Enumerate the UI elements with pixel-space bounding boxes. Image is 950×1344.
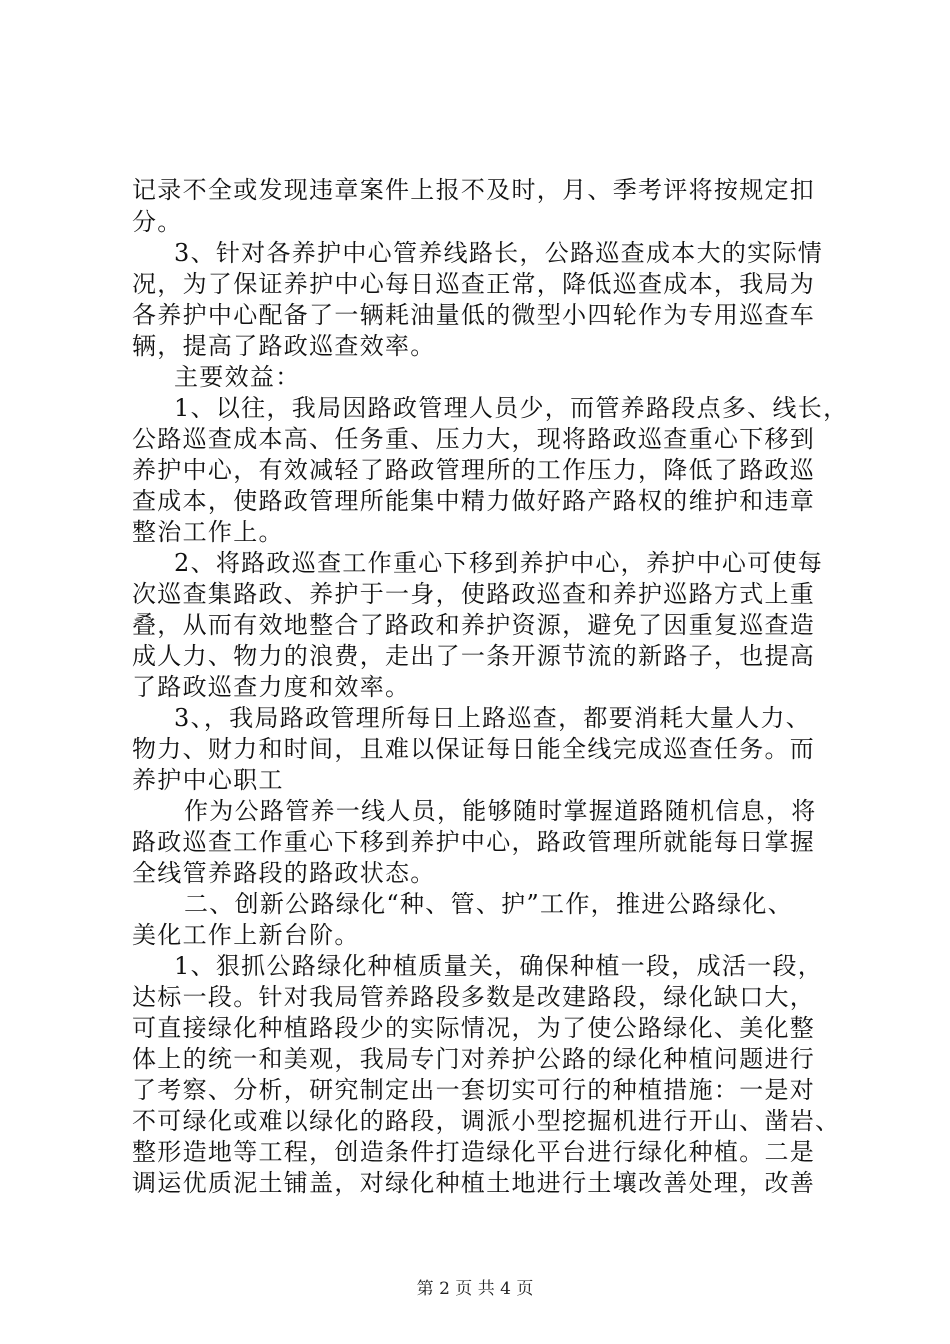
section-heading: 二、创新公路绿化“种、管、护”工作，推进公路绿化、 [184, 890, 794, 918]
text-line: 分。 [132, 208, 183, 236]
text-line: 全线管养路段的路政状态。 [132, 859, 436, 887]
paragraph-start-line: 1、以往，我局因路政管理人员少，而管养路段点多、线长， [174, 394, 849, 422]
text-line: 了路政巡查力度和效率。 [132, 673, 411, 701]
text-line: 物力、财力和时间，且难以保证每日能全线完成巡查任务。而 [132, 735, 816, 763]
section-heading: 主要效益： [174, 363, 301, 391]
text-line: 体上的统一和美观，我局专门对养护公路的绿化种植问题进行 [132, 1045, 816, 1073]
text-line: 叠，从而有效地整合了路政和养护资源，避免了因重复巡查造 [132, 611, 816, 639]
text-line: 了考察、分析，研究制定出一套切实可行的种植措施：一是对 [132, 1076, 816, 1104]
text-line: 不可绿化或难以绿化的路段，调派小型挖掘机进行开山、凿岩、 [132, 1107, 841, 1135]
paragraph-start-line: 3、针对各养护中心管养线路长，公路巡查成本大的实际情 [174, 239, 824, 267]
paragraph-start-line: 3、，我局路政管理所每日上路巡查，都要消耗大量人力、 [174, 704, 812, 732]
text-line: 调运优质泥土铺盖，对绿化种植土地进行土壤改善处理，改善 [132, 1169, 816, 1197]
text-line: 查成本，使路政管理所能集中精力做好路产路权的维护和违章 [132, 487, 816, 515]
page-number-footer: 第 2 页 共 4 页 [416, 1279, 534, 1299]
text-line: 养护中心职工 [132, 766, 284, 794]
text-line: 达标一段。针对我局管养路段多数是改建路段，绿化缺口大， [132, 983, 816, 1011]
text-line: 况，为了保证养护中心每日巡查正常，降低巡查成本，我局为 [132, 270, 816, 298]
text-line: 各养护中心配备了一辆耗油量低的微型小四轮作为专用巡查车 [132, 301, 816, 329]
paragraph-start-line: 2、将路政巡查工作重心下移到养护中心，养护中心可使每 [174, 549, 824, 577]
text-line: 记录不全或发现违章案件上报不及时，月、季考评将按规定扣 [132, 176, 816, 204]
text-line: 养护中心，有效减轻了路政管理所的工作压力，降低了路政巡 [132, 456, 816, 484]
text-line: 路政巡查工作重心下移到养护中心，路政管理所就能每日掌握 [132, 828, 816, 856]
text-line: 整治工作上。 [132, 518, 284, 546]
text-line: 美化工作上新台阶。 [132, 921, 360, 949]
text-line: 成人力、物力的浪费，走出了一条开源节流的新路子，也提高 [132, 642, 816, 670]
paragraph-start-line: 1、狠抓公路绿化种植质量关，确保种植一段，成活一段， [174, 952, 824, 980]
text-line: 可直接绿化种植路段少的实际情况，为了使公路绿化、美化整 [132, 1014, 816, 1042]
text-line: 公路巡查成本高、任务重、压力大，现将路政巡查重心下移到 [132, 425, 816, 453]
paragraph-start-line: 作为公路管养一线人员，能够随时掌握道路随机信息，将 [184, 797, 817, 825]
text-line: 整形造地等工程，创造条件打造绿化平台进行绿化种植。二是 [132, 1138, 816, 1166]
text-line: 辆，提高了路政巡查效率。 [132, 332, 436, 360]
text-line: 次巡查集路政、养护于一身，使路政巡查和养护巡路方式上重 [132, 580, 816, 608]
